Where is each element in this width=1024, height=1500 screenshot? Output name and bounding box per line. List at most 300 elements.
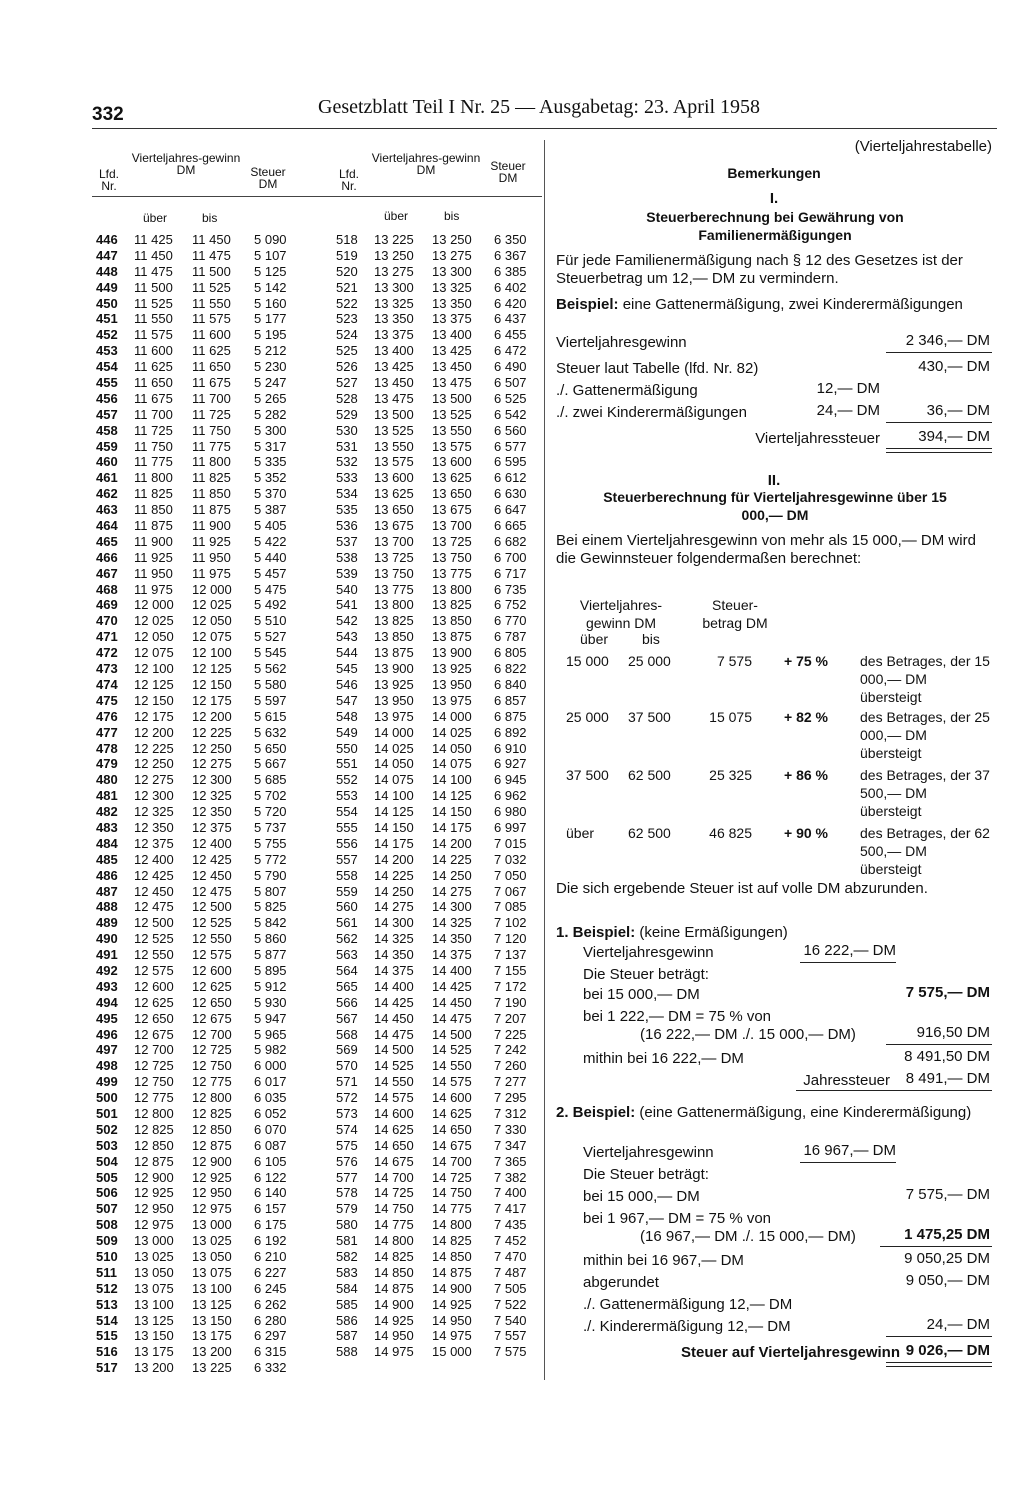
lfd-header-2 bbox=[332, 168, 366, 192]
row-steuer: 7 120 bbox=[494, 931, 527, 947]
row-ueber: 12 800 bbox=[134, 1105, 174, 1121]
row-steuer: 6 962 bbox=[494, 788, 527, 804]
row-number: 491 bbox=[96, 947, 118, 963]
row-bis: 14 450 bbox=[432, 994, 472, 1010]
row-ueber: 14 175 bbox=[374, 835, 414, 851]
row-ueber: 12 125 bbox=[134, 676, 174, 692]
table-row bbox=[336, 693, 544, 709]
row-bis: 11 800 bbox=[192, 454, 231, 470]
row-number: 500 bbox=[96, 1090, 118, 1106]
row-ueber: 14 825 bbox=[374, 1249, 414, 1264]
row-number: 513 bbox=[96, 1296, 118, 1312]
row-ueber: 13 650 bbox=[374, 502, 414, 518]
ex2-l2-underline bbox=[880, 1246, 992, 1247]
table-row bbox=[96, 1233, 304, 1249]
row-bis: 12 100 bbox=[192, 645, 232, 661]
row-ueber: 14 050 bbox=[374, 756, 414, 772]
row-ueber: 14 425 bbox=[374, 994, 414, 1010]
table-row bbox=[336, 884, 544, 900]
row-number: 540 bbox=[336, 581, 358, 597]
tax-table-right bbox=[336, 232, 544, 1360]
ex1-vjg-value: 16 222,— DM bbox=[803, 942, 896, 959]
row-number: 526 bbox=[336, 359, 358, 375]
row-steuer: 5 720 bbox=[254, 804, 287, 820]
table-row bbox=[96, 1297, 304, 1313]
steuer-label: Steuer bbox=[250, 165, 286, 179]
row-number: 544 bbox=[336, 645, 358, 661]
row-bis: 12 850 bbox=[192, 1121, 232, 1137]
row-steuer: 5 597 bbox=[254, 692, 287, 708]
row-steuer: 6 752 bbox=[494, 597, 527, 613]
table-row bbox=[336, 1185, 544, 1201]
page-title: Gesetzblatt Teil I Nr. 25 — Ausgabetag: 23. April 1958 bbox=[318, 96, 761, 118]
row-steuer: 6 612 bbox=[494, 470, 527, 486]
row-ueber: 14 700 bbox=[374, 1169, 414, 1185]
steuer-header-2 bbox=[480, 160, 536, 184]
table-rule-left bbox=[92, 196, 332, 197]
row-number: 587 bbox=[336, 1328, 358, 1344]
row-bis: 12 050 bbox=[192, 613, 232, 629]
example-2-label: 2. Beispiel: bbox=[556, 1104, 636, 1121]
kinder-label: ./. zwei Kinderermäßigungen bbox=[556, 404, 747, 421]
row-bis: 14 075 bbox=[432, 756, 472, 772]
table-row bbox=[336, 597, 544, 613]
row-steuer: 6 157 bbox=[254, 1201, 287, 1217]
row-bis: 14 975 bbox=[432, 1328, 472, 1344]
row-number: 572 bbox=[336, 1090, 358, 1106]
row-number: 537 bbox=[336, 533, 358, 549]
row-steuer: 5 335 bbox=[254, 454, 287, 470]
table-row bbox=[96, 1170, 304, 1186]
row-number: 455 bbox=[96, 375, 118, 391]
row-steuer: 5 702 bbox=[254, 788, 287, 804]
row-steuer: 5 107 bbox=[254, 247, 287, 263]
row-ueber: 12 350 bbox=[134, 819, 174, 835]
row-ueber: 12 925 bbox=[134, 1185, 174, 1201]
row-ueber: 11 800 bbox=[134, 470, 173, 486]
row-number: 458 bbox=[96, 422, 118, 438]
row-ueber: 14 925 bbox=[374, 1312, 414, 1328]
row-number: 555 bbox=[336, 819, 358, 835]
row-ueber: 13 750 bbox=[374, 565, 414, 581]
row-number: 529 bbox=[336, 406, 358, 422]
row-ueber: 14 575 bbox=[374, 1090, 414, 1106]
bracket-rate: + 86 % bbox=[784, 767, 828, 783]
row-bis: 11 825 bbox=[192, 470, 231, 486]
lfd-label: Lfd. bbox=[98, 167, 119, 181]
beispiel-text: eine Gattenermäßigung, zwei Kinderermäßigungen bbox=[622, 296, 963, 313]
table-row bbox=[96, 391, 304, 407]
row-steuer: 5 300 bbox=[254, 422, 287, 438]
table-row bbox=[336, 296, 544, 312]
row-ueber: 13 325 bbox=[374, 295, 414, 311]
table-row bbox=[336, 359, 544, 375]
row-ueber: 11 550 bbox=[134, 311, 173, 327]
table-row bbox=[336, 947, 544, 963]
row-ueber: 12 725 bbox=[134, 1058, 174, 1074]
row-steuer: 5 545 bbox=[254, 645, 287, 661]
table-row bbox=[336, 804, 544, 820]
ex1-l2b: (16 222,— DM ./. 15 000,— DM) bbox=[640, 1026, 856, 1043]
table-row bbox=[96, 359, 304, 375]
row-steuer: 5 790 bbox=[254, 867, 287, 883]
row-bis: 12 475 bbox=[192, 883, 232, 899]
row-number: 531 bbox=[336, 438, 358, 454]
row-ueber: 12 425 bbox=[134, 867, 174, 883]
row-steuer: 6 140 bbox=[254, 1185, 287, 1201]
table-row bbox=[96, 788, 304, 804]
row-number: 582 bbox=[336, 1249, 358, 1264]
row-steuer: 5 912 bbox=[254, 978, 287, 994]
row-bis: 13 400 bbox=[432, 327, 472, 343]
row-number: 469 bbox=[96, 597, 118, 613]
row-bis: 11 600 bbox=[192, 327, 231, 343]
table-row bbox=[96, 280, 304, 296]
row-bis: 13 450 bbox=[432, 359, 472, 375]
beispiel-label: Beispiel: bbox=[556, 296, 619, 313]
row-ueber: 13 975 bbox=[374, 708, 414, 724]
ex1-vjg-label: Vierteljahresgewinn bbox=[583, 944, 714, 961]
ex2-final-label: Steuer auf Vierteljahresgewinn bbox=[681, 1344, 900, 1361]
table-row bbox=[336, 502, 544, 518]
row-number: 584 bbox=[336, 1280, 358, 1296]
row-number: 516 bbox=[96, 1344, 118, 1360]
bis-label-right: bis bbox=[444, 209, 460, 223]
bracket-to: 37 500 bbox=[628, 709, 671, 725]
row-steuer: 5 772 bbox=[254, 851, 287, 867]
table-row bbox=[96, 423, 304, 439]
row-steuer: 7 435 bbox=[494, 1217, 527, 1233]
row-ueber: 14 275 bbox=[374, 899, 414, 915]
row-bis: 11 775 bbox=[192, 438, 231, 454]
row-bis: 12 200 bbox=[192, 708, 232, 724]
row-steuer: 7 365 bbox=[494, 1153, 527, 1169]
row-number: 482 bbox=[96, 804, 118, 820]
row-number: 564 bbox=[336, 962, 358, 978]
table-row bbox=[336, 915, 544, 931]
table-row bbox=[336, 677, 544, 693]
example-1-label: 1. Beispiel: bbox=[556, 924, 636, 941]
row-bis: 14 550 bbox=[432, 1058, 472, 1074]
row-ueber: 13 725 bbox=[374, 549, 414, 565]
row-bis: 13 525 bbox=[432, 406, 472, 422]
row-number: 456 bbox=[96, 390, 118, 406]
row-steuer: 6 857 bbox=[494, 692, 527, 708]
row-steuer: 6 735 bbox=[494, 581, 527, 597]
row-ueber: 14 775 bbox=[374, 1217, 414, 1233]
row-steuer: 6 280 bbox=[254, 1312, 287, 1328]
row-number: 545 bbox=[336, 661, 358, 677]
table-row bbox=[336, 248, 544, 264]
row-number: 575 bbox=[336, 1137, 358, 1153]
row-bis: 11 450 bbox=[192, 232, 231, 247]
row-number: 483 bbox=[96, 819, 118, 835]
table-row bbox=[336, 1313, 544, 1329]
row-bis: 12 325 bbox=[192, 788, 232, 804]
table-row bbox=[336, 899, 544, 915]
table-row bbox=[96, 1090, 304, 1106]
row-number: 463 bbox=[96, 502, 118, 518]
row-steuer: 7 470 bbox=[494, 1249, 527, 1264]
table-row bbox=[336, 979, 544, 995]
row-bis: 14 650 bbox=[432, 1121, 472, 1137]
table-row bbox=[336, 407, 544, 423]
row-ueber: 13 675 bbox=[374, 518, 414, 534]
row-bis: 12 125 bbox=[192, 661, 232, 677]
table-row bbox=[96, 1074, 304, 1090]
ex1-js-label: Jahressteuer bbox=[803, 1072, 890, 1089]
row-bis: 11 675 bbox=[192, 375, 231, 391]
vjst-value: 394,— DM bbox=[918, 428, 990, 445]
ex1-l1-label: bei 15 000,— DM bbox=[583, 986, 700, 1003]
table-row bbox=[336, 629, 544, 645]
row-ueber: 13 875 bbox=[374, 645, 414, 661]
vjg-underline bbox=[886, 352, 992, 353]
row-steuer: 5 580 bbox=[254, 676, 287, 692]
row-ueber: 12 475 bbox=[134, 899, 174, 915]
ex1-vjg-underline bbox=[800, 962, 896, 963]
row-number: 527 bbox=[336, 375, 358, 391]
row-steuer: 7 277 bbox=[494, 1074, 527, 1090]
row-ueber: 12 950 bbox=[134, 1201, 174, 1217]
row-bis: 12 775 bbox=[192, 1074, 232, 1090]
row-steuer: 5 982 bbox=[254, 1042, 287, 1058]
table-row bbox=[336, 756, 544, 772]
st-tab-value: 430,— DM bbox=[918, 358, 990, 375]
row-bis: 12 175 bbox=[192, 692, 232, 708]
row-steuer: 5 422 bbox=[254, 533, 287, 549]
row-bis: 14 325 bbox=[432, 915, 472, 931]
row-bis: 14 175 bbox=[432, 819, 472, 835]
row-bis: 12 450 bbox=[192, 867, 232, 883]
row-steuer: 7 137 bbox=[494, 947, 527, 963]
row-ueber: 12 075 bbox=[134, 645, 174, 661]
row-ueber: 12 600 bbox=[134, 978, 174, 994]
row-ueber: 12 975 bbox=[134, 1217, 174, 1233]
row-steuer: 5 877 bbox=[254, 947, 287, 963]
row-ueber: 12 675 bbox=[134, 1026, 174, 1042]
row-bis: 13 675 bbox=[432, 502, 472, 518]
table-row bbox=[336, 1074, 544, 1090]
row-bis: 13 050 bbox=[192, 1249, 232, 1264]
row-ueber: 14 525 bbox=[374, 1058, 414, 1074]
row-ueber: 11 575 bbox=[134, 327, 173, 343]
table-row bbox=[336, 613, 544, 629]
row-steuer: 6 105 bbox=[254, 1153, 287, 1169]
row-ueber: 12 100 bbox=[134, 661, 174, 677]
row-bis: 13 900 bbox=[432, 645, 472, 661]
row-bis: 13 700 bbox=[432, 518, 472, 534]
row-number: 570 bbox=[336, 1058, 358, 1074]
row-steuer: 6 210 bbox=[254, 1249, 287, 1264]
table-row bbox=[336, 725, 544, 741]
table-row bbox=[336, 931, 544, 947]
table-row bbox=[336, 995, 544, 1011]
row-bis: 14 700 bbox=[432, 1153, 472, 1169]
row-ueber: 12 775 bbox=[134, 1090, 174, 1106]
row-ueber: 14 350 bbox=[374, 947, 414, 963]
table-name: (Vierteljahrestabelle) bbox=[854, 138, 992, 155]
row-steuer: 5 527 bbox=[254, 629, 287, 645]
row-number: 567 bbox=[336, 1010, 358, 1026]
ex1-l3-label: mithin bei 16 222,— DM bbox=[583, 1050, 744, 1067]
row-number: 521 bbox=[336, 279, 358, 295]
row-ueber: 11 975 bbox=[134, 581, 173, 597]
bracket-tax: 15 075 bbox=[709, 709, 752, 725]
row-number: 450 bbox=[96, 295, 118, 311]
table-row bbox=[96, 629, 304, 645]
row-number: 492 bbox=[96, 962, 118, 978]
row-number: 523 bbox=[336, 311, 358, 327]
row-ueber: 11 475 bbox=[134, 263, 173, 279]
row-steuer: 5 615 bbox=[254, 708, 287, 724]
row-bis: 14 250 bbox=[432, 867, 472, 883]
row-bis: 11 550 bbox=[192, 295, 231, 311]
row-steuer: 5 265 bbox=[254, 390, 287, 406]
row-number: 535 bbox=[336, 502, 358, 518]
row-bis: 11 700 bbox=[192, 390, 231, 406]
row-bis: 14 500 bbox=[432, 1026, 472, 1042]
row-ueber: 14 975 bbox=[374, 1344, 414, 1360]
table-row bbox=[336, 1233, 544, 1249]
bracket-text: des Betrages, der 25 000,— DM übersteigt bbox=[860, 709, 990, 761]
row-number: 473 bbox=[96, 661, 118, 677]
table-row bbox=[96, 1042, 304, 1058]
row-ueber: 14 300 bbox=[374, 915, 414, 931]
row-bis: 12 300 bbox=[192, 772, 232, 788]
row-bis: 14 875 bbox=[432, 1264, 472, 1280]
row-number: 461 bbox=[96, 470, 118, 486]
table-row bbox=[96, 772, 304, 788]
row-ueber: 12 550 bbox=[134, 947, 174, 963]
row-ueber: 11 775 bbox=[134, 454, 173, 470]
row-steuer: 6 525 bbox=[494, 390, 527, 406]
hdr-gewinn: Vierteljahres-gewinn DM bbox=[579, 597, 663, 631]
row-steuer: 6 822 bbox=[494, 661, 527, 677]
row-ueber: 12 750 bbox=[134, 1074, 174, 1090]
row-number: 475 bbox=[96, 692, 118, 708]
row-number: 549 bbox=[336, 724, 358, 740]
tax-table-left bbox=[96, 232, 304, 1376]
row-bis: 12 250 bbox=[192, 740, 232, 756]
row-number: 520 bbox=[336, 263, 358, 279]
row-bis: 12 075 bbox=[192, 629, 232, 645]
row-number: 515 bbox=[96, 1328, 118, 1344]
row-steuer: 5 930 bbox=[254, 994, 287, 1010]
vjst-underline-2 bbox=[886, 452, 992, 453]
row-number: 546 bbox=[336, 676, 358, 692]
row-steuer: 6 595 bbox=[494, 454, 527, 470]
row-bis: 13 600 bbox=[432, 454, 472, 470]
row-steuer: 6 297 bbox=[254, 1328, 287, 1344]
row-ueber: 14 800 bbox=[374, 1233, 414, 1249]
row-bis: 12 575 bbox=[192, 947, 232, 963]
row-steuer: 6 245 bbox=[254, 1280, 287, 1296]
row-number: 563 bbox=[336, 947, 358, 963]
row-steuer: 6 507 bbox=[494, 375, 527, 391]
row-ueber: 12 500 bbox=[134, 915, 174, 931]
row-ueber: 12 875 bbox=[134, 1153, 174, 1169]
row-ueber: 13 050 bbox=[134, 1264, 174, 1280]
bracket-tax: 25 325 bbox=[709, 767, 752, 783]
row-steuer: 5 247 bbox=[254, 375, 287, 391]
row-steuer: 7 102 bbox=[494, 915, 527, 931]
table-row bbox=[96, 661, 304, 677]
row-steuer: 6 315 bbox=[254, 1344, 287, 1360]
row-number: 543 bbox=[336, 629, 358, 645]
row-ueber: 13 150 bbox=[134, 1328, 174, 1344]
table-row bbox=[96, 248, 304, 264]
table-row bbox=[96, 1217, 304, 1233]
table-row bbox=[96, 613, 304, 629]
row-number: 507 bbox=[96, 1201, 118, 1217]
page-number: 332 bbox=[92, 104, 124, 125]
row-bis: 12 675 bbox=[192, 1010, 232, 1026]
row-bis: 13 825 bbox=[432, 597, 472, 613]
table-row bbox=[336, 232, 544, 248]
table-row bbox=[336, 772, 544, 788]
row-steuer: 6 420 bbox=[494, 295, 527, 311]
row-bis: 13 375 bbox=[432, 311, 472, 327]
row-number: 467 bbox=[96, 565, 118, 581]
row-bis: 13 250 bbox=[432, 232, 472, 247]
row-bis: 14 575 bbox=[432, 1074, 472, 1090]
row-number: 481 bbox=[96, 788, 118, 804]
row-bis: 13 800 bbox=[432, 581, 472, 597]
table-row bbox=[96, 677, 304, 693]
row-steuer: 6 787 bbox=[494, 629, 527, 645]
row-steuer: 5 860 bbox=[254, 931, 287, 947]
row-bis: 14 850 bbox=[432, 1249, 472, 1264]
row-ueber: 11 450 bbox=[134, 247, 173, 263]
row-number: 550 bbox=[336, 740, 358, 756]
row-bis: 12 725 bbox=[192, 1042, 232, 1058]
row-bis: 14 825 bbox=[432, 1233, 472, 1249]
ex2-vjg-label: Vierteljahresgewinn bbox=[583, 1144, 714, 1161]
row-ueber: 13 600 bbox=[374, 470, 414, 486]
row-number: 528 bbox=[336, 390, 358, 406]
row-ueber: 12 700 bbox=[134, 1042, 174, 1058]
row-steuer: 5 650 bbox=[254, 740, 287, 756]
gewinn-label-2: Vierteljahres-gewinn bbox=[371, 151, 481, 165]
row-bis: 12 375 bbox=[192, 819, 232, 835]
row-ueber: 13 425 bbox=[374, 359, 414, 375]
row-bis: 11 625 bbox=[192, 343, 231, 359]
table-row bbox=[96, 232, 304, 248]
ex1-js-value: 8 491,— DM bbox=[905, 1070, 990, 1087]
row-number: 495 bbox=[96, 1010, 118, 1026]
row-ueber: 14 375 bbox=[374, 962, 414, 978]
row-number: 472 bbox=[96, 645, 118, 661]
row-steuer: 6 350 bbox=[494, 232, 527, 247]
ex2-l2b: (16 967,— DM ./. 15 000,— DM) bbox=[640, 1228, 856, 1245]
row-bis: 13 475 bbox=[432, 375, 472, 391]
row-number: 452 bbox=[96, 327, 118, 343]
table-row bbox=[96, 1249, 304, 1265]
table-row bbox=[96, 327, 304, 343]
row-steuer: 7 295 bbox=[494, 1090, 527, 1106]
steuer-label-2: Steuer bbox=[490, 159, 526, 173]
gatten-label: ./. Gattenermäßigung bbox=[556, 382, 698, 399]
row-ueber: 11 900 bbox=[134, 533, 173, 549]
row-bis: 12 925 bbox=[192, 1169, 232, 1185]
row-steuer: 6 332 bbox=[254, 1360, 287, 1376]
row-steuer: 5 125 bbox=[254, 263, 287, 279]
row-bis: 11 925 bbox=[192, 533, 231, 549]
row-steuer: 5 142 bbox=[254, 279, 287, 295]
row-steuer: 6 035 bbox=[254, 1090, 287, 1106]
row-steuer: 7 557 bbox=[494, 1328, 527, 1344]
